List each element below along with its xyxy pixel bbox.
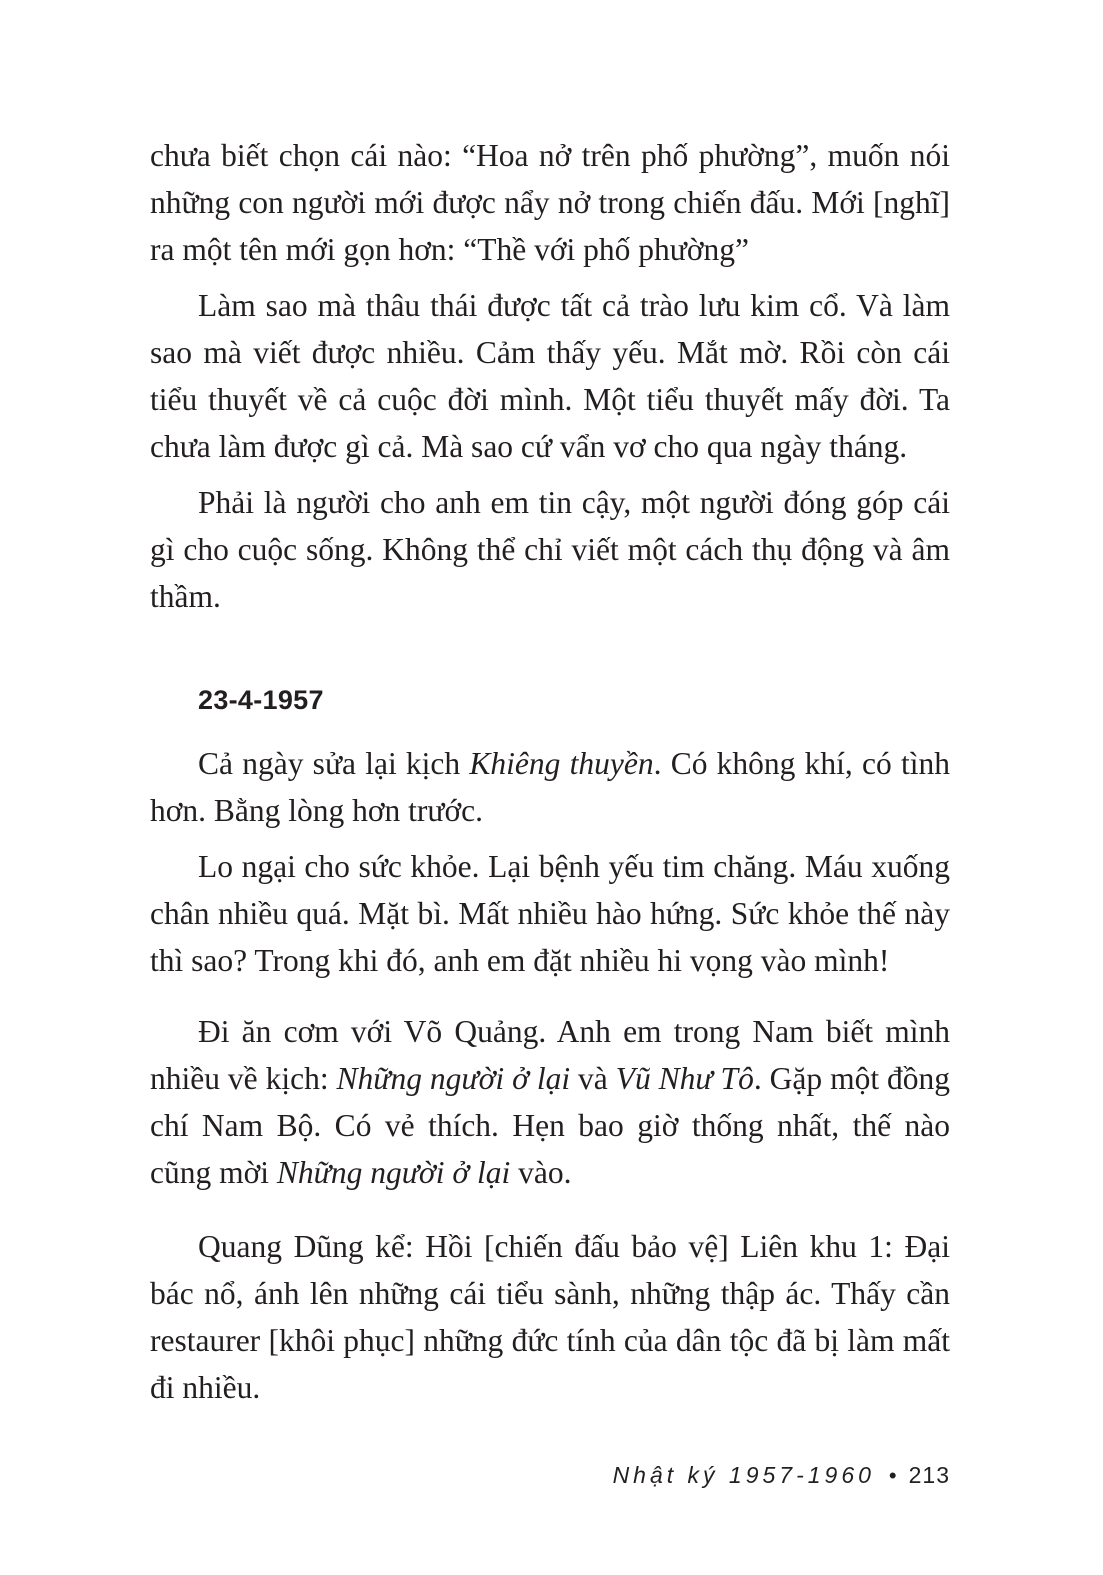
play-title-nhung-nguoi-o-lai: Những người ở lại	[336, 1061, 571, 1096]
entry-date-heading: 23-4-1957	[198, 685, 324, 715]
text-run: Đi ăn cơm với Võ Quảng. Anh em trong Nam biết mình nhiều về kịch:	[150, 1014, 950, 1096]
paragraph-vo-quang	[150, 1008, 950, 1196]
text-run: . Gặp một đồng chí Nam Bộ. Có vẻ thích. Hẹn bao giờ thống nhất, thế nào cũng mời	[150, 1061, 951, 1190]
text-run: Cả ngày sửa lại kịch	[198, 746, 470, 781]
paragraph-khieng-thuyen	[150, 740, 950, 834]
paragraph-quang-dung: Quang Dũng kể: Hồi [chiến đấu bảo vệ] Liên khu 1: Đại bác nổ, ánh lên những cái tiểu sành, những thập ác. Thấy cần restaurer [khôi phục] những đức tính của dân tộc đã bị làm mất đi nhiều.	[150, 1229, 950, 1405]
footer-separator: •	[888, 1463, 897, 1488]
play-title-khieng-thuyen: Khiêng thuyền	[469, 746, 654, 781]
paragraph-suc-khoe: Lo ngại cho sức khỏe. Lại bệnh yếu tim chăng. Máu xuống chân nhiều quá. Mặt bì. Mất nhiều hào hứng. Sức khỏe thế này thì sao? Trong khi đó, anh em đặt nhiều hi vọng vào mình!	[150, 849, 950, 978]
play-title-vu-nhu-to: Vũ Như Tô	[615, 1061, 754, 1096]
footer-book-title: Nhật ký 1957-1960	[612, 1462, 875, 1488]
page-body	[150, 132, 950, 1411]
paragraph-tin-cay: Phải là người cho anh em tin cậy, một người đóng góp cái gì cho cuộc sống. Không thể chỉ viết một cách thụ động và âm thầm.	[150, 485, 950, 614]
text-run: và	[570, 1061, 616, 1096]
text-run: vào.	[510, 1155, 572, 1190]
text-run: . Có không khí, có tình hơn. Bằng lòng hơn trước.	[150, 746, 950, 828]
play-title-nhung-nguoi-o-lai-2: Những người ở lại	[276, 1155, 511, 1190]
paragraph-thau-thai: Làm sao mà thâu thái được tất cả trào lưu kim cổ. Và làm sao mà viết được nhiều. Cảm thấy yếu. Mắt mờ. Rồi còn cái tiểu thuyết về cả cuộc đời mình. Một tiểu thuyết mấy đời. Ta chưa làm được gì cả. Mà sao cứ vẩn vơ cho qua ngày tháng.	[150, 288, 950, 464]
paragraph-continued: chưa biết chọn cái nào: “Hoa nở trên phố phường”, muốn nói những con người mới được nẩy nở trong chiến đấu. Mới [nghĩ] ra một tên mới gọn hơn: “Thề với phố phường”	[150, 138, 950, 267]
page-number: 213	[908, 1462, 950, 1488]
running-footer	[613, 1460, 950, 1491]
